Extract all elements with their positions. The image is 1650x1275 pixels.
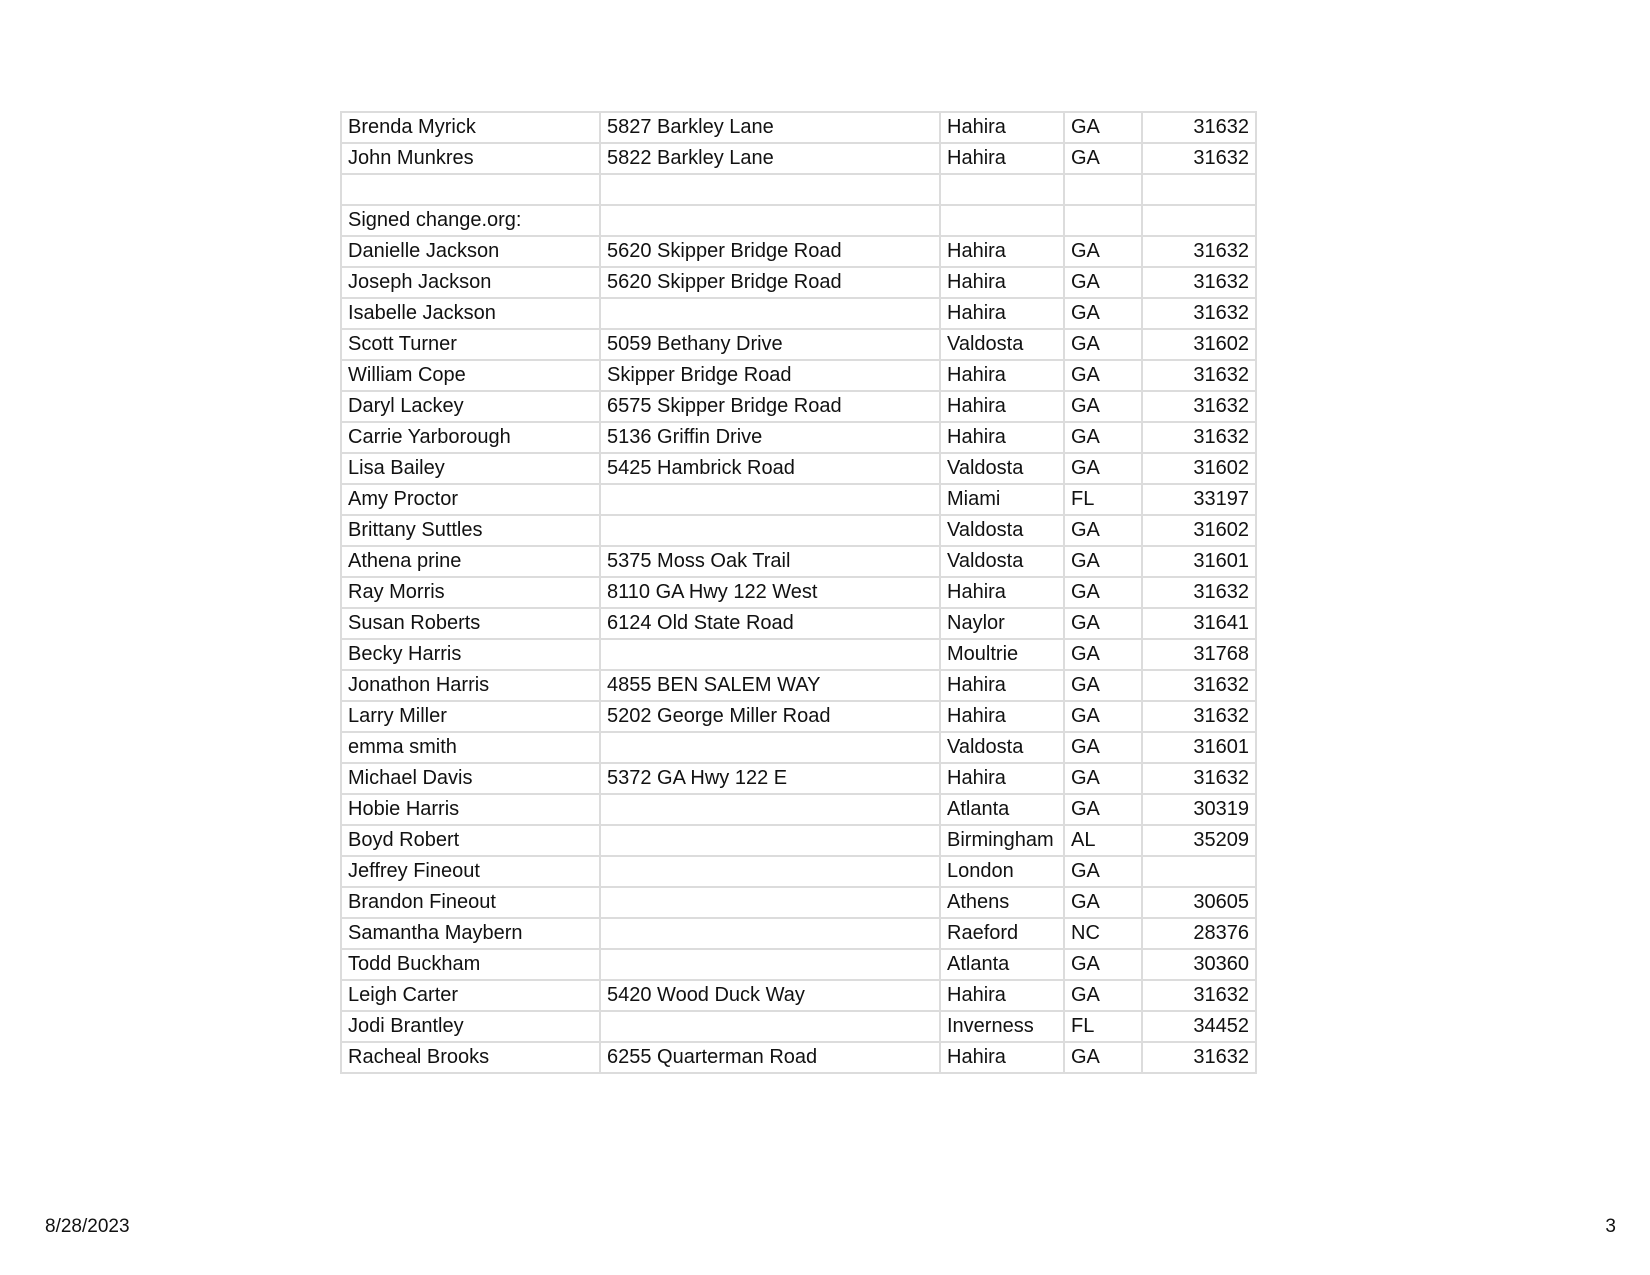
name-cell: Scott Turner	[341, 329, 600, 360]
state-cell: GA	[1064, 794, 1142, 825]
name-cell: Signed change.org:	[341, 205, 600, 236]
table-row	[341, 205, 1256, 236]
name-cell: Hobie Harris	[341, 794, 600, 825]
address-cell	[600, 174, 940, 205]
zip-cell: 30319	[1142, 794, 1256, 825]
zip-cell: 31632	[1142, 422, 1256, 453]
name-cell: Boyd Robert	[341, 825, 600, 856]
state-cell: NC	[1064, 918, 1142, 949]
zip-cell: 31632	[1142, 980, 1256, 1011]
city-cell: Hahira	[940, 1042, 1064, 1073]
city-cell: Inverness	[940, 1011, 1064, 1042]
zip-cell: 31601	[1142, 546, 1256, 577]
zip-cell: 31602	[1142, 453, 1256, 484]
name-cell: Racheal Brooks	[341, 1042, 600, 1073]
name-cell	[341, 174, 600, 205]
table-row	[341, 887, 1256, 918]
name-cell: Brenda Myrick	[341, 112, 600, 143]
address-cell: 6255 Quarterman Road	[600, 1042, 940, 1073]
address-cell: 5827 Barkley Lane	[600, 112, 940, 143]
address-cell	[600, 856, 940, 887]
state-cell: GA	[1064, 639, 1142, 670]
city-cell: Birmingham	[940, 825, 1064, 856]
city-cell: Valdosta	[940, 329, 1064, 360]
address-cell: 5202 George Miller Road	[600, 701, 940, 732]
address-cell: 5425 Hambrick Road	[600, 453, 940, 484]
state-cell	[1064, 205, 1142, 236]
state-cell: GA	[1064, 949, 1142, 980]
state-cell: GA	[1064, 732, 1142, 763]
state-cell: GA	[1064, 980, 1142, 1011]
table-row	[341, 484, 1256, 515]
zip-cell: 31632	[1142, 360, 1256, 391]
address-cell: 5822 Barkley Lane	[600, 143, 940, 174]
table-row	[341, 608, 1256, 639]
name-cell: Amy Proctor	[341, 484, 600, 515]
zip-cell: 31641	[1142, 608, 1256, 639]
zip-cell: 31632	[1142, 577, 1256, 608]
city-cell: Hahira	[940, 236, 1064, 267]
state-cell: GA	[1064, 608, 1142, 639]
address-cell	[600, 1011, 940, 1042]
zip-cell: 31632	[1142, 763, 1256, 794]
zip-cell: 31632	[1142, 1042, 1256, 1073]
name-cell: Jonathon Harris	[341, 670, 600, 701]
state-cell: GA	[1064, 422, 1142, 453]
name-cell: Athena prine	[341, 546, 600, 577]
table-row	[341, 143, 1256, 174]
table-row	[341, 763, 1256, 794]
table-row	[341, 670, 1256, 701]
table-row	[341, 453, 1256, 484]
city-cell: Hahira	[940, 360, 1064, 391]
state-cell: GA	[1064, 453, 1142, 484]
zip-cell: 31632	[1142, 143, 1256, 174]
city-cell	[940, 174, 1064, 205]
address-cell	[600, 484, 940, 515]
state-cell: GA	[1064, 267, 1142, 298]
city-cell: Hahira	[940, 422, 1064, 453]
table-row	[341, 515, 1256, 546]
city-cell: Hahira	[940, 670, 1064, 701]
table-row	[341, 949, 1256, 980]
table-row	[341, 980, 1256, 1011]
name-cell: Lisa Bailey	[341, 453, 600, 484]
state-cell: GA	[1064, 112, 1142, 143]
table-row	[341, 236, 1256, 267]
table-row	[341, 174, 1256, 205]
zip-cell: 31632	[1142, 112, 1256, 143]
zip-cell	[1142, 856, 1256, 887]
table-row	[341, 701, 1256, 732]
address-cell	[600, 639, 940, 670]
city-cell: Hahira	[940, 701, 1064, 732]
state-cell: GA	[1064, 856, 1142, 887]
city-cell: Hahira	[940, 267, 1064, 298]
zip-cell: 35209	[1142, 825, 1256, 856]
table-row	[341, 329, 1256, 360]
city-cell: Hahira	[940, 763, 1064, 794]
zip-cell: 30605	[1142, 887, 1256, 918]
state-cell: GA	[1064, 298, 1142, 329]
table-row	[341, 1042, 1256, 1073]
state-cell: GA	[1064, 577, 1142, 608]
table-row	[341, 112, 1256, 143]
address-cell: 5420 Wood Duck Way	[600, 980, 940, 1011]
city-cell: Raeford	[940, 918, 1064, 949]
address-cell	[600, 887, 940, 918]
state-cell: GA	[1064, 391, 1142, 422]
state-cell: GA	[1064, 701, 1142, 732]
city-cell: Moultrie	[940, 639, 1064, 670]
name-cell: John Munkres	[341, 143, 600, 174]
name-cell: Becky Harris	[341, 639, 600, 670]
signatures-table	[340, 111, 1257, 1074]
name-cell: emma smith	[341, 732, 600, 763]
state-cell: GA	[1064, 360, 1142, 391]
name-cell: Brandon Fineout	[341, 887, 600, 918]
address-cell: 6124 Old State Road	[600, 608, 940, 639]
footer-date: 8/28/2023	[45, 1216, 130, 1237]
zip-cell: 31632	[1142, 391, 1256, 422]
address-cell: 8110 GA Hwy 122 West	[600, 577, 940, 608]
state-cell: GA	[1064, 763, 1142, 794]
city-cell: Naylor	[940, 608, 1064, 639]
table-row	[341, 732, 1256, 763]
name-cell: Joseph Jackson	[341, 267, 600, 298]
city-cell: Hahira	[940, 298, 1064, 329]
signatures-table-body	[341, 112, 1256, 1073]
table-row	[341, 360, 1256, 391]
address-cell	[600, 825, 940, 856]
zip-cell: 30360	[1142, 949, 1256, 980]
address-cell: 5620 Skipper Bridge Road	[600, 236, 940, 267]
name-cell: Ray Morris	[341, 577, 600, 608]
address-cell	[600, 298, 940, 329]
name-cell: Carrie Yarborough	[341, 422, 600, 453]
table-row	[341, 577, 1256, 608]
state-cell: GA	[1064, 887, 1142, 918]
city-cell: Hahira	[940, 577, 1064, 608]
zip-cell: 34452	[1142, 1011, 1256, 1042]
city-cell: Valdosta	[940, 732, 1064, 763]
city-cell: Hahira	[940, 112, 1064, 143]
table-row	[341, 639, 1256, 670]
name-cell: Larry Miller	[341, 701, 600, 732]
city-cell	[940, 205, 1064, 236]
name-cell: Daryl Lackey	[341, 391, 600, 422]
state-cell: FL	[1064, 484, 1142, 515]
city-cell: Hahira	[940, 980, 1064, 1011]
city-cell: Atlanta	[940, 949, 1064, 980]
address-cell: 6575 Skipper Bridge Road	[600, 391, 940, 422]
city-cell: London	[940, 856, 1064, 887]
zip-cell: 31632	[1142, 267, 1256, 298]
state-cell: GA	[1064, 515, 1142, 546]
address-cell	[600, 794, 940, 825]
state-cell: FL	[1064, 1011, 1142, 1042]
name-cell: Todd Buckham	[341, 949, 600, 980]
zip-cell: 31601	[1142, 732, 1256, 763]
name-cell: Danielle Jackson	[341, 236, 600, 267]
address-cell: 5136 Griffin Drive	[600, 422, 940, 453]
address-cell	[600, 949, 940, 980]
address-cell: Skipper Bridge Road	[600, 360, 940, 391]
city-cell: Valdosta	[940, 546, 1064, 577]
name-cell: Michael Davis	[341, 763, 600, 794]
table-row	[341, 1011, 1256, 1042]
zip-cell: 31602	[1142, 515, 1256, 546]
table-row	[341, 856, 1256, 887]
address-cell: 5620 Skipper Bridge Road	[600, 267, 940, 298]
address-cell: 5059 Bethany Drive	[600, 329, 940, 360]
name-cell: Isabelle Jackson	[341, 298, 600, 329]
name-cell: Samantha Maybern	[341, 918, 600, 949]
address-cell: 5375 Moss Oak Trail	[600, 546, 940, 577]
address-cell: 4855 BEN SALEM WAY	[600, 670, 940, 701]
zip-cell	[1142, 205, 1256, 236]
name-cell: William Cope	[341, 360, 600, 391]
state-cell: GA	[1064, 546, 1142, 577]
address-cell: 5372 GA Hwy 122 E	[600, 763, 940, 794]
name-cell: Leigh Carter	[341, 980, 600, 1011]
page-number: 3	[1605, 1216, 1616, 1237]
zip-cell: 28376	[1142, 918, 1256, 949]
name-cell: Brittany Suttles	[341, 515, 600, 546]
city-cell: Valdosta	[940, 515, 1064, 546]
city-cell: Miami	[940, 484, 1064, 515]
address-cell	[600, 918, 940, 949]
city-cell: Athens	[940, 887, 1064, 918]
zip-cell: 31632	[1142, 236, 1256, 267]
table-row	[341, 825, 1256, 856]
table-row	[341, 918, 1256, 949]
name-cell: Jeffrey Fineout	[341, 856, 600, 887]
table-row	[341, 391, 1256, 422]
zip-cell: 31632	[1142, 298, 1256, 329]
state-cell: GA	[1064, 1042, 1142, 1073]
address-cell	[600, 205, 940, 236]
address-cell	[600, 732, 940, 763]
table-row	[341, 422, 1256, 453]
zip-cell	[1142, 174, 1256, 205]
city-cell: Valdosta	[940, 453, 1064, 484]
zip-cell: 31768	[1142, 639, 1256, 670]
zip-cell: 33197	[1142, 484, 1256, 515]
address-cell	[600, 515, 940, 546]
table-row	[341, 546, 1256, 577]
zip-cell: 31602	[1142, 329, 1256, 360]
table-row	[341, 267, 1256, 298]
city-cell: Atlanta	[940, 794, 1064, 825]
table-row	[341, 298, 1256, 329]
state-cell: GA	[1064, 143, 1142, 174]
state-cell: GA	[1064, 670, 1142, 701]
name-cell: Jodi Brantley	[341, 1011, 600, 1042]
state-cell	[1064, 174, 1142, 205]
city-cell: Hahira	[940, 143, 1064, 174]
name-cell: Susan Roberts	[341, 608, 600, 639]
table-row	[341, 794, 1256, 825]
state-cell: GA	[1064, 329, 1142, 360]
zip-cell: 31632	[1142, 670, 1256, 701]
zip-cell: 31632	[1142, 701, 1256, 732]
state-cell: GA	[1064, 236, 1142, 267]
city-cell: Hahira	[940, 391, 1064, 422]
state-cell: AL	[1064, 825, 1142, 856]
